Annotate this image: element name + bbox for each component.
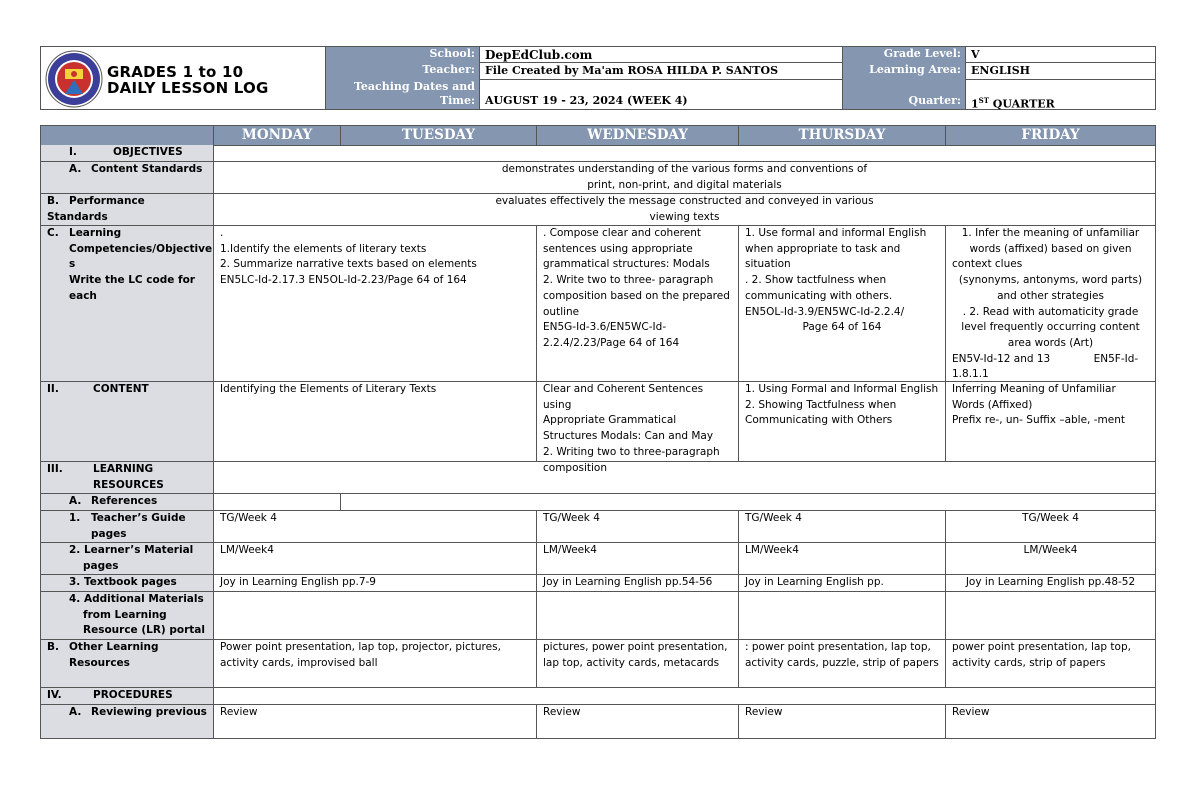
content-friday: Inferring Meaning of Unfamiliar Words (Affixed) Prefix re-, un- Suffix –able, -ment: [946, 382, 1156, 462]
references-label: A. References: [40, 494, 214, 511]
additional-wednesday: [537, 592, 739, 640]
other-monday-tuesday: Power point presentation, lap top, projector, pictures, activity cards, improvised ball: [214, 640, 537, 688]
day-header-row: [40, 125, 1156, 146]
objectives-span: [214, 145, 1156, 162]
teacher-value: File Created by Ma'am ROSA HILDA P. SANTOS: [480, 63, 843, 80]
learning-area-value: ENGLISH: [966, 63, 1156, 80]
corner-cell: [40, 126, 214, 146]
teachers-guide-row: [40, 511, 1156, 543]
reviewing-wednesday: Review: [537, 705, 739, 739]
lm-monday: LM/Week4: [214, 543, 537, 575]
teachers-guide-label: 1. Teacher’s Guide pages: [40, 511, 214, 543]
content-row: [40, 382, 1156, 474]
other-wednesday: pictures, power point presentation, lap top, activity cards, metacards: [537, 640, 739, 688]
day-tuesday: TUESDAY: [341, 126, 537, 146]
other-friday: power point presentation, lap top, activity cards, strip of papers: [946, 640, 1156, 688]
content-standards-text: demonstrates understanding of the various forms and conventions of print, non-print, and digital materials: [214, 162, 1156, 194]
title-line-1: GRADES 1 to 10: [107, 63, 244, 81]
tg-monday: TG/Week 4: [214, 511, 537, 543]
header-info-table: [326, 46, 1156, 110]
learners-material-label: 2. Learner’s Material pages: [40, 543, 214, 575]
competencies-label: C. Learning Competencies/Objective s Write the LC code for each: [40, 226, 214, 382]
other-thursday: : power point presentation, lap top, activity cards, puzzle, strip of papers: [739, 640, 946, 688]
textbook-friday: Joy in Learning English pp.48-52: [946, 575, 1156, 592]
day-friday: FRIDAY: [946, 126, 1156, 146]
deped-seal-icon: [45, 50, 103, 108]
lm-thursday: LM/Week4: [739, 543, 946, 575]
reviewing-friday: Review: [946, 705, 1156, 739]
objectives-label: I. OBJECTIVES: [40, 145, 214, 162]
additional-thursday: [739, 592, 946, 640]
competencies-friday: 1. Infer the meaning of unfamiliar words (affixed) based on given context clues (synonyms, antonyms, word parts) and other strategies . 2. Read with automaticity grade level frequently occurring content area words (Art) EN5V-Id-12 and 13 EN5F-Id- 1.8.1.1: [946, 226, 1156, 382]
content-wednesday: Clear and Coherent Sentences using Appropriate Grammatical Structures Modals: Can and May 2. Writing two to three-paragraph composition: [537, 382, 739, 462]
grade-level-value: V: [966, 46, 1156, 63]
objectives-row: [40, 145, 1156, 162]
tg-friday: TG/Week 4: [946, 511, 1156, 543]
school-value: DepEdClub.com: [480, 46, 843, 63]
reviewing-label: A. Reviewing previous: [40, 705, 214, 739]
references-row: [40, 494, 1156, 511]
additional-monday-tuesday: [214, 592, 537, 640]
document-title: [107, 64, 269, 96]
teacher-label: Teacher:: [326, 63, 480, 80]
lm-wednesday: LM/Week4: [537, 543, 739, 575]
competencies-wednesday: . Compose clear and coherent sentences using appropriate grammatical structures: Modals 2. Write two to three- paragraph composition based on the prepared outline EN5G-Id-3.6/EN5WC-Id- 2.2.4/2.23/Page 64 of 164: [537, 226, 739, 382]
reviewing-monday: Review: [214, 705, 537, 739]
content-standards-label: A. Content Standards: [40, 162, 214, 194]
learning-resources-span: [214, 462, 1156, 494]
title-line-2: DAILY LESSON LOG: [107, 79, 269, 97]
learning-resources-row: [40, 462, 1156, 494]
teaching-dates-value: AUGUST 19 - 23, 2024 (WEEK 4): [480, 80, 843, 110]
performance-standards-text: evaluates effectively the message constructed and conveyed in various viewing texts: [214, 194, 1156, 226]
title-box: [40, 46, 326, 110]
other-resources-label: B. Other Learning Resources: [40, 640, 214, 688]
procedures-span: [214, 688, 1156, 705]
competencies-monday-tuesday: . 1.Identify the elements of literary texts 2. Summarize narrative texts based on elements EN5LC-Id-2.17.3 EN5OL-Id-2.23/Page 64 of 164: [214, 226, 537, 382]
lesson-log-header: [40, 46, 1156, 110]
day-thursday: THURSDAY: [739, 126, 946, 146]
lm-friday: LM/Week4: [946, 543, 1156, 575]
day-wednesday: WEDNESDAY: [537, 126, 739, 146]
performance-standards-label: B. Performance Standards: [40, 194, 214, 226]
other-resources-row: [40, 640, 1156, 688]
quarter-value: 1ST QUARTER: [966, 80, 1156, 110]
references-rest: [341, 494, 1156, 511]
competencies-row: [40, 226, 1156, 382]
school-label: School:: [326, 46, 480, 63]
tg-thursday: TG/Week 4: [739, 511, 946, 543]
content-standards-row: [40, 162, 1156, 194]
teaching-dates-label: Teaching Dates and Time:: [326, 80, 480, 110]
competencies-thursday: 1. Use formal and informal English when appropriate to task and situation . 2. Show tactfulness when communicating with others. EN5OL-Id-3.9/EN5WC-Id-2.2.4/ Page 64 of 164: [739, 226, 946, 382]
procedures-label: IV. PROCEDURES: [40, 688, 214, 705]
additional-friday: [946, 592, 1156, 640]
content-label: II. CONTENT: [40, 382, 214, 462]
grade-level-label: Grade Level:: [843, 46, 966, 63]
tg-wednesday: TG/Week 4: [537, 511, 739, 543]
additional-materials-label: 4. Additional Materials from Learning Resource (LR) portal: [40, 592, 214, 640]
day-monday: MONDAY: [214, 126, 341, 146]
references-monday: [214, 494, 341, 511]
textbook-label: 3. Textbook pages: [40, 575, 214, 592]
procedures-row: [40, 688, 1156, 705]
learning-area-label: Learning Area:: [843, 63, 966, 80]
content-thursday: 1. Using Formal and Informal English 2. Showing Tactfulness when Communicating with Others: [739, 382, 946, 462]
reviewing-row: [40, 705, 1156, 739]
textbook-row: [40, 575, 1156, 592]
textbook-thursday: Joy in Learning English pp.: [739, 575, 946, 592]
textbook-monday: Joy in Learning English pp.7-9: [214, 575, 537, 592]
content-monday-tuesday: Identifying the Elements of Literary Texts: [214, 382, 537, 462]
additional-materials-row: [40, 592, 1156, 640]
performance-standards-row: [40, 194, 1156, 226]
textbook-wednesday: Joy in Learning English pp.54-56: [537, 575, 739, 592]
quarter-label: Quarter:: [843, 80, 966, 110]
reviewing-thursday: Review: [739, 705, 946, 739]
learners-material-row: [40, 543, 1156, 575]
learning-resources-label: III. LEARNING RESOURCES: [40, 462, 214, 494]
lesson-log-table: [40, 125, 1156, 739]
